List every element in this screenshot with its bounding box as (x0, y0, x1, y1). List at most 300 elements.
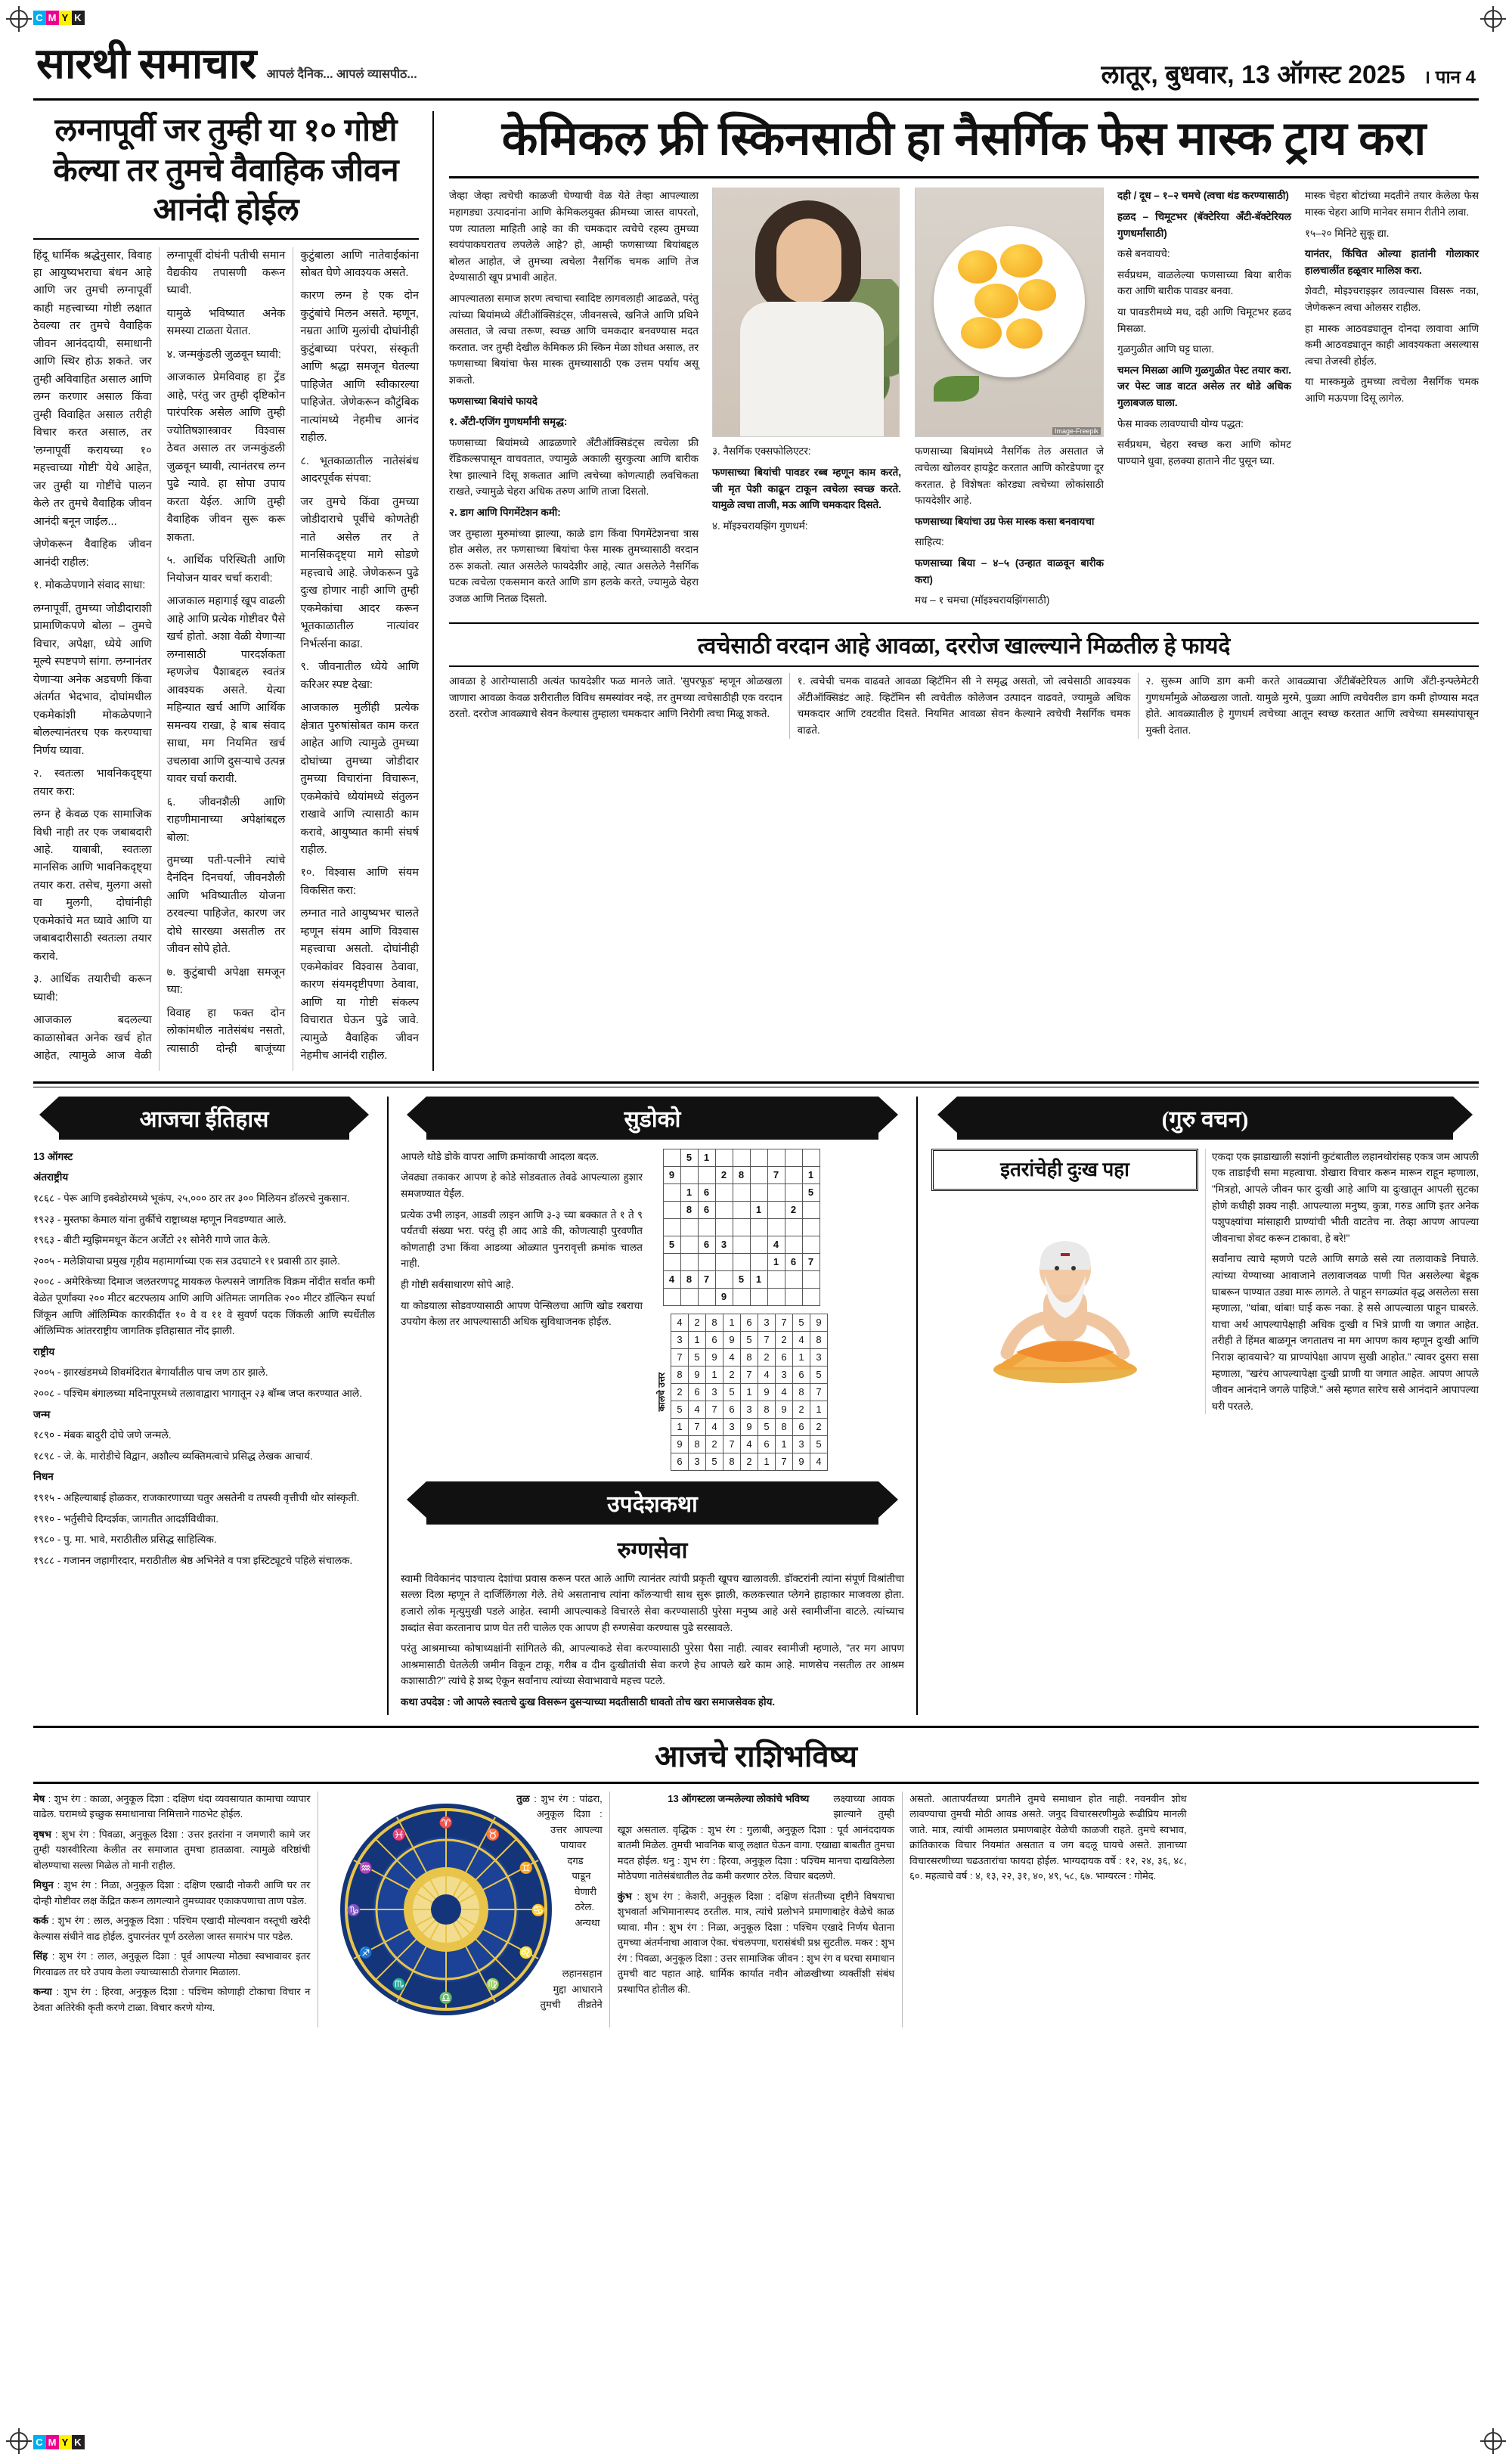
color-swatch-y: Y (59, 11, 72, 25)
sudoku-cell[interactable]: 5 (663, 1236, 680, 1253)
sudoku-cell[interactable] (785, 1288, 802, 1305)
sudoku-row (663, 1270, 820, 1288)
history-subheading: जन्म (33, 1408, 51, 1420)
sudoku-row (671, 1435, 828, 1453)
sudoku-cell[interactable] (767, 1270, 785, 1288)
sudoku-cell: 1 (776, 1435, 793, 1453)
guru-title: (गुरु वचन) (957, 1097, 1453, 1140)
sign-name: मेष (33, 1792, 45, 1804)
sudoku-cell: 8 (758, 1401, 776, 1418)
history-subheading: राष्ट्रीय (33, 1345, 55, 1357)
paragraph: फणसाच्या बियांमध्ये नैसर्गिक तेल असतात जे त्वचेला खोलवर हायड्रेट करतात आणि कोरडेपणा दूर करतात. हे विशेषतः कोरड्या त्वचेच्या लोकांसाठी फायदेशीर आहे. (915, 445, 1104, 507)
sudoku-row (671, 1401, 828, 1418)
sudoku-cell: 3 (689, 1453, 706, 1470)
sudoku-cell: 1 (758, 1453, 776, 1470)
edition-place-date: लातूर, बुधवार, 13 ऑगस्ट 2025 (1101, 60, 1405, 89)
subheading: २. डाग आणि पिगमेंटेशन कमी: (449, 507, 561, 519)
paragraph: २. स्वतःला भावनिकदृष्ट्या तयार करा: (33, 768, 152, 798)
sudoku-cell: 1 (741, 1383, 758, 1401)
history-date: 13 ऑगस्ट (33, 1150, 73, 1162)
sudoku-cell: 5 (810, 1366, 828, 1383)
sudoku-cell[interactable] (733, 1183, 750, 1201)
sudoku-row (671, 1383, 828, 1401)
sudoku-cell[interactable] (698, 1288, 715, 1305)
sudoku-cell: 5 (723, 1383, 741, 1401)
sign-text: शुभ रंग : निळा, अनुकूल दिशा : दक्षिण एखादी नोकरी आणि घर तर दोन्ही गोष्टीवर लक्ष केंद्रित करून लागल्याने तुमच्यावर एकाकपणाचा ताण पडेल. (33, 1879, 311, 1906)
horoscope-sign: कुंभ : शुभ रंग : केशरी, अनुकूल दिशा : दक्षिण संततीच्या दृष्टीने विषयाचा शुभवार्ता अभिमानास्पद ठरतील. मात्र, त्यांचे प्रलोभने प्रमाणाबाहेर वेळेचे काळ घ्यावा. मीन : शुभ रंग : निळा, अनुकूल दिशा : पश्चिम एखादे निर्णय घेताना तुमच्या अंतर्मनाचा आवाज ऐका. चंचलपणा, घरासंबंधी प्रश्न सुटतील. मकर : शुभ रंग : पिवळा, अनुकूल दिशा : उत्तर सामाजिक जीवन : शुभ रंग व घरचा समाधान तुमची वाट पहात आहे. धार्मिक कार्यात नवीन ओळखीच्या व्यक्तींशी संबंध प्रस्थापित होतील की. (617, 1890, 895, 1995)
paragraph: या मास्कमुळे तुमच्या त्वचेला नैसर्गिक चमक आणि मऊपणा दिसू लागेल. (1305, 376, 1479, 404)
guru-block (918, 1097, 1479, 1715)
svg-text:♊: ♊ (519, 1861, 534, 1875)
svg-text:♍: ♍ (486, 1978, 500, 1991)
paragraph: लग्न हे केवळ एक सामाजिक विधी नाही तर एक जबाबदारी आहे. याबाबी, स्वतःला मानसिक आणि भावनिकदृष्ट्या तयार करा. तसेच, मुलगा असो वा मुलगी, दोघांनीही एकमेकांचे मत घ्यावे आणि या जबाबदारीसाठी स्वतःला तयार करावे. (33, 808, 152, 963)
paragraph: आवळा हे आरोग्यासाठी अत्यंत फायदेशीर फळ मानले जाते. 'सुपरफूड' म्हणून ओळखला जाणारा आवळा केवळ शरीरातील विविध समस्यांवर नव्हे, तर तुमच्या त्वचेसाठीही एक वरदान ठरतो. दररोज आवळ्याचे सेवन केल्यास तुम्हाला चमकदार आणि निरोगी त्वचा मिळू शकते. (449, 675, 782, 720)
sign-name: कर्क (33, 1915, 48, 1927)
subheading: फणसाच्या बियांचे फायदे (449, 395, 538, 407)
sudoku-cell: 6 (793, 1418, 810, 1435)
facemask-col2-text (712, 443, 901, 534)
sudoku-cell: 9 (758, 1383, 776, 1401)
paragraph: आपले थोडे डोके वापरा आणि क्रमांकाची आदला बदल. (401, 1150, 600, 1162)
sudoku-cell: 3 (706, 1383, 723, 1401)
sudoku-row (663, 1166, 820, 1183)
body-shape (740, 302, 884, 437)
sudoku-cell[interactable] (733, 1149, 750, 1166)
sudoku-and-story-block (389, 1097, 918, 1715)
sudoku-cell[interactable]: 8 (680, 1201, 698, 1218)
sudoku-cell: 4 (793, 1331, 810, 1348)
sign-name: कन्या (33, 1986, 52, 1998)
sudoku-cell[interactable] (680, 1218, 698, 1236)
sudoku-cell[interactable] (767, 1183, 785, 1201)
sudoku-cell[interactable] (785, 1236, 802, 1253)
sudoku-cell: 9 (810, 1314, 828, 1331)
sudoku-cell: 5 (793, 1314, 810, 1331)
sudoku-cell: 7 (671, 1348, 689, 1366)
sudoku-cell: 6 (758, 1435, 776, 1453)
sign-text: शुभ रंग : हिरवा, अनुकूल दिशा : पश्चिम कोणाही टोकाचा विचार न ठेवता अतिरेकी कृती करणे टाळा. विचार करणे योग्य. (33, 1986, 311, 2013)
sudoku-cell: 5 (671, 1401, 689, 1418)
paragraph: मास्क चेहरा बोटांच्या मदतीने तयार केलेला फेस मास्क चेहरा आणि मानेवर समान रीतीने लावा. (1305, 190, 1479, 218)
horoscope-sign: कर्क : शुभ रंग : लाल, अनुकूल दिशा : पश्चिम एखादी मोल्यवान वस्तूची खरेदी केल्यास संधीने वाढ होईल. दुपारनंतर पूर्ण ठरलेला जास्त समारंभ पार पडेल. (33, 1915, 311, 1942)
sudoku-cell: 1 (706, 1366, 723, 1383)
sudoku-wrap (401, 1149, 904, 1471)
paragraph: ३. नैसर्गिक एक्सफोलिएटर: (712, 445, 811, 458)
article-amla-headline: त्वचेसाठी वरदान आहे आवळा, दररोज खाल्ल्याने मिळतील हे फायदे (449, 622, 1479, 667)
sudoku-cell[interactable] (750, 1166, 767, 1183)
sudoku-cell[interactable]: 5 (802, 1183, 820, 1201)
sudoku-cell: 4 (723, 1348, 741, 1366)
sudoku-row (663, 1149, 820, 1166)
paragraph: जेवढ्या तकाकर आपण हे कोडे सोडवताल तेवढे आपल्याला हुशार समजण्यात येईल. (401, 1171, 643, 1199)
sudoku-cell[interactable] (663, 1288, 680, 1305)
sudoku-cell[interactable] (785, 1218, 802, 1236)
sudoku-cell[interactable] (715, 1253, 733, 1270)
horoscope-sign: मिथुन : शुभ रंग : निळा, अनुकूल दिशा : दक्षिण एखादी नोकरी आणि घर तर दोन्ही गोष्टीवर लक्ष केंद्रित करून लागल्याने तुमच्यावर एकाकपणाचा ताण पडेल. (33, 1879, 311, 1906)
facemask-photos-2 (915, 188, 1104, 613)
sudoku-cell[interactable]: 9 (663, 1166, 680, 1183)
sudoku-cell[interactable] (715, 1201, 733, 1218)
sudoku-cell: 9 (706, 1348, 723, 1366)
registration-mark-bottom-right (1480, 2428, 1506, 2454)
svg-text:♑: ♑ (347, 1903, 361, 1917)
sudoku-cell[interactable]: 6 (698, 1183, 715, 1201)
registration-mark-bottom-left (6, 2428, 32, 2454)
sudoku-cell: 7 (776, 1314, 793, 1331)
paragraph: साहित्य: (915, 536, 944, 548)
sudoku-row (663, 1201, 820, 1218)
moral-story-body (401, 1571, 904, 1711)
guru-art-wrap (931, 1149, 1198, 1386)
horoscope-sign: कन्या : शुभ रंग : हिरवा, अनुकूल दिशा : पश्चिम कोणाही टोकाचा विचार न ठेवता अतिरेकी कृती करणे टाळा. विचार करणे योग्य. (33, 1986, 311, 2013)
sudoku-cell: 2 (671, 1383, 689, 1401)
sudoku-cell: 6 (671, 1453, 689, 1470)
svg-text:♒: ♒ (359, 1861, 373, 1875)
sudoku-cell: 1 (689, 1331, 706, 1348)
sudoku-cell: 4 (810, 1453, 828, 1470)
sudoku-cell[interactable]: 3 (715, 1236, 733, 1253)
sudoku-cell: 9 (689, 1366, 706, 1383)
paragraph: आजकाल मुलींही प्रत्येक क्षेत्रात पुरुषांसोबत काम करत आहेत आणि त्यामुळे तुमच्या दोघांच्या तुमच्या जोडीदार तुमच्या विचारांना विचारून, एकमेकांचे ध्येयांमध्ये संतुलन राखावे आणि त्यासाठी काम करावे, आयुष्यात कामी संघर्ष राहील. (300, 702, 419, 856)
paragraph: १. त्वचेची चमक वाढवते आवळा व्हिटॅमिन सी ने समृद्ध असतो, जो त्वचेसाठी आवश्यक अँटीऑक्सिडंट आहे. व्हिटॅमिन सी त्वचेतील कोलेजन उत्पादन वाढवते, ज्यामुळे अधिक चमकदार आणि टवटवीत दिसते. नियमित आवळा सेवन केल्याने त्वचेची नैसर्गिक चमक वाढते. (797, 675, 1131, 737)
sudoku-cell[interactable]: 1 (698, 1149, 715, 1166)
paragraph: आपल्यातला समाज शरण त्वचाचा स्वादिष्ट लागवलाही आढळते, परंतु त्यांच्या बियांमध्ये अँटीऑक्सिडंट्स, जीवनसत्त्वे, खनिजे आणि प्रथिने असतात, जे त्वचा तरूण, स्वच्छ आणि चमकदार बनवण्यास मदत करतात. जर तुम्ही देखील केमिकल फ्री स्किन मेळा शोधत असाल, तर फणसाच्या बियांचा फेस मास्क तुमच्यासाठी एक उत्तम पर्याय असू शकतो. (449, 292, 699, 386)
svg-text:♋: ♋ (531, 1903, 546, 1917)
sudoku-cell[interactable]: 8 (680, 1270, 698, 1288)
sudoku-cell[interactable] (750, 1253, 767, 1270)
sudoku-cell: 4 (741, 1435, 758, 1453)
sudoku-cell[interactable] (715, 1183, 733, 1201)
sudoku-cell[interactable] (680, 1166, 698, 1183)
sudoku-cell: 4 (776, 1383, 793, 1401)
sudoku-row (663, 1253, 820, 1270)
sudoku-cell[interactable] (802, 1270, 820, 1288)
newspaper-tagline: आपलं दैनिक... आपलं व्यासपीठ... (266, 68, 417, 81)
history-title: आजचा ईतिहास (59, 1097, 349, 1140)
sudoku-cell[interactable] (680, 1288, 698, 1305)
sudoku-cell[interactable] (733, 1236, 750, 1253)
paragraph: कसे बनवायचे: (1117, 248, 1170, 260)
sudoku-cell: 3 (793, 1435, 810, 1453)
sudoku-cell[interactable] (715, 1218, 733, 1236)
sudoku-cell: 4 (671, 1314, 689, 1331)
color-swatch-y: Y (59, 2435, 72, 2449)
horoscope-title: आजचे राशिभविष्य (33, 1726, 1479, 1784)
sudoku-cell: 7 (723, 1435, 741, 1453)
paragraph: कथा उपदेश : जो आपले स्वतःचे दुःख विसरून दुसऱ्याच्या मदतीसाठी धावतो तोच खरा समाजसेवक होय. (401, 1695, 776, 1708)
color-bar-bottom (33, 2435, 85, 2449)
sudoku-cell[interactable] (750, 1236, 767, 1253)
subheading: चमत्न मिसळा आणि गुळगुळीत पेस्ट तयार करा. जर पेस्ट जाड वाटत असेल तर थोडे अधिक गुलाबजल घाला. (1117, 364, 1291, 408)
sudoku-puzzle-grid[interactable] (663, 1149, 820, 1306)
history-item: २००५ - झारखंडमध्ये शिवमंदिरात बेगार्यांतील पाच जण ठार झाले. (33, 1366, 268, 1379)
history-item: १९८० - पु. मा. भावे, मराठीतील प्रसिद्ध साहित्यिक. (33, 1534, 217, 1546)
sudoku-cell[interactable] (680, 1236, 698, 1253)
sudoku-cell: 3 (776, 1366, 793, 1383)
sudoku-cell: 4 (706, 1418, 723, 1435)
sudoku-cell[interactable] (802, 1149, 820, 1166)
sudoku-cell: 7 (776, 1453, 793, 1470)
svg-text:♐: ♐ (359, 1946, 373, 1959)
sudoku-cell: 5 (706, 1453, 723, 1470)
paragraph: ६. जीवनशैली आणि राहणीमानाच्या अपेक्षांबद्दल बोला: (166, 796, 286, 844)
sudoku-cell: 1 (810, 1401, 828, 1418)
history-body (33, 1149, 375, 1568)
sudoku-cell: 3 (671, 1331, 689, 1348)
sudoku-cell[interactable] (750, 1149, 767, 1166)
sudoku-cell: 5 (810, 1435, 828, 1453)
history-item: १९२३ - मुस्तफा केमाल यांना तुर्कीचे राष्ट्राध्यक्ष म्हणून निवडण्यात आले. (33, 1213, 287, 1225)
svg-text:♎: ♎ (439, 1991, 454, 2005)
paragraph: यामुळे भविष्यात अनेक समस्या टाळता येतात. (166, 307, 286, 338)
sudoku-cell: 5 (741, 1331, 758, 1348)
paragraph: जर तुमचे किंवा तुमच्या जोडीदाराचे पूर्वीचे कोणतेही नाते असेल तर ते मानसिकदृष्ट्या मागे सोडणे महत्त्वाचे आहे. जेणेकरून पुढे दुःख होणार नाही आणि तुम्ही एकमेकांचा आदर करून भूतकाळातील नात्यांवर निर्भर्त्सना काढा. (300, 495, 419, 650)
sudoku-cell: 6 (793, 1366, 810, 1383)
sudoku-cell[interactable]: 6 (785, 1253, 802, 1270)
color-swatch-m: M (46, 11, 59, 25)
subheading: १. अँटी-एजिंग गुणधर्मांनी समृद्ध: (449, 416, 568, 428)
sudoku-cell[interactable]: 1 (750, 1270, 767, 1288)
sudoku-cell[interactable] (802, 1201, 820, 1218)
sudoku-row (663, 1288, 820, 1305)
sudoku-cell[interactable]: 1 (750, 1201, 767, 1218)
sudoku-cell[interactable] (802, 1288, 820, 1305)
sudoku-cell: 1 (671, 1418, 689, 1435)
facemask-col-1 (449, 188, 699, 613)
sudoku-cell: 1 (723, 1314, 741, 1331)
moral-story-title: उपदेशकथा (426, 1481, 878, 1525)
sudoku-cell[interactable]: 5 (680, 1149, 698, 1166)
masthead-right (1101, 56, 1476, 91)
sudoku-cell: 8 (776, 1418, 793, 1435)
svg-text:♉: ♉ (486, 1828, 500, 1841)
masthead (33, 23, 1479, 101)
history-subheading: अंतराष्ट्रीय (33, 1171, 69, 1183)
sudoku-cell[interactable] (663, 1183, 680, 1201)
color-swatch-k: K (72, 2435, 85, 2449)
paragraph: फेस माक्क लावण्याची योग्य पद्धत: (1117, 417, 1244, 430)
paragraph: आजकाल प्रेमविवाह हा ट्रेंड आहे, परंतु जर तुम्ही दृष्टिकोन पारंपरिक असेल आणि तुम्ही ज्योतिषशास्त्रावर विश्वास ठेवत असाल तर जन्मकुंडली जुळवून घ्यावी, त्यानंतरच लग्न पुढे न्यावे. हा सोपा उपाय करता येईल. आणि तुम्ही वैवाहिक जीवन सुरू करू शकता. (166, 371, 286, 544)
paragraph: १. मोकळेपणाने संवाद साधा: (33, 579, 146, 592)
facemask-content (449, 188, 1479, 613)
sudoku-cell[interactable] (802, 1236, 820, 1253)
sudoku-cell: 4 (758, 1366, 776, 1383)
sudoku-cell: 8 (689, 1435, 706, 1453)
sudoku-cell[interactable]: 7 (767, 1166, 785, 1183)
color-swatch-c: C (33, 2435, 46, 2449)
subheading: हळद – चिमूटभर (बॅक्टेरिया अँटी-बॅक्टेरियल गुणधर्मांसाठी) (1117, 210, 1291, 239)
sudoku-cell: 6 (776, 1348, 793, 1366)
sign-text: शुभ रंग : केशरी, अनुकूल दिशा : दक्षिण संततीच्या दृष्टीने विषयाचा शुभवार्ता अभिमानास्पद ठरतील. मात्र, त्यांचे प्रलोभने प्रमाणाबाहेर वेळेचे काळ घ्यावा. मीन : शुभ रंग : निळा, अनुकूल दिशा : पश्चिम एखादे निर्णय घेताना तुमच्या अंतर्मनाचा आवाज ऐका. चंचलपणा, घरासंबंधी प्रश्न सुटतील. मकर : शुभ रंग : पिवळा, अनुकूल दिशा : उत्तर सामाजिक जीवन : शुभ रंग व घरचा समाधान तुमची वाट पहात आहे. धार्मिक कार्यात नवीन ओळखीच्या व्यक्तींशी संबंध प्रस्थापित होतील की. (617, 1890, 895, 1995)
sudoku-cell: 5 (758, 1418, 776, 1435)
facemask-col-5 (1305, 188, 1479, 613)
article-amla-body (449, 673, 1479, 739)
sudoku-cell[interactable]: 6 (698, 1201, 715, 1218)
paragraph: या कोडयाला सोडवण्यासाठी आपण पेन्सिलचा आणि खोड रबराचा उपयोग केला तर आपल्यासाठी अधिक सुविधाजनक होईल. (401, 1299, 643, 1328)
sudoku-cell[interactable]: 2 (785, 1201, 802, 1218)
svg-text:♏: ♏ (392, 1978, 407, 1991)
sudoku-answer-wrap (655, 1314, 828, 1471)
sudoku-cell: 8 (793, 1383, 810, 1401)
sudoku-cell[interactable]: 1 (767, 1253, 785, 1270)
sudoku-cell[interactable] (802, 1218, 820, 1236)
guru-badge: इतरांचेही दुःख पहा (931, 1149, 1198, 1191)
paragraph: गुळगुळीत आणि घट्ट घाला. (1117, 343, 1214, 355)
paragraph: प्रत्येक उभी लाइन, आडवी लाइन आणि ३-३ च्या बक्कात ते १ ते ९ पर्यंतची संख्या भरा. परंतु ही आद आडे की, कोणत्याही पुरवणीत कोणताही उभा किंवा आडव्या ओळ्यात पुनरावृत्ती क्रमांक चालत नाही. (401, 1208, 643, 1270)
sudoku-cell[interactable] (698, 1253, 715, 1270)
sudoku-row (671, 1418, 828, 1435)
facemask-col4-text (1117, 188, 1291, 469)
sudoku-cell: 9 (671, 1435, 689, 1453)
sudoku-cell[interactable] (767, 1218, 785, 1236)
sudoku-cell[interactable]: 4 (663, 1270, 680, 1288)
masthead-left (36, 33, 417, 91)
facemask-col5-text (1305, 188, 1479, 406)
sudoku-cell: 6 (723, 1401, 741, 1418)
facemask-col3-text (915, 443, 1104, 608)
article-marriage (33, 111, 434, 1071)
paragraph: १५–२० मिनिटे सुकू द्या. (1305, 227, 1390, 239)
sign-text: शुभ रंग : पांढरा, अनुकूल दिशा : उत्तर आपल्या पायावर दगड पाडून घेणारी ठरेल. अन्यथा लहानसहान मुद्दा आधाराने तुमची तीव्रतेने लक्ष्याच्या आवक झाल्याने तुम्ही खूश असताल. वृद्धिक : शुभ रंग : गुलाबी, अनुकूल दिशा : पूर्व आनंददायक बातमी मिळेल. तुमची भावनिक बाजू लक्षात घेऊन वागा. एखाद्या बाबतीत तुमचा मदत होईल. धनु : शुभ रंग : हिरवा, अनुकूल दिशा : पश्चिम मानचा दाखविलेला मोठेपणा नातेसंबंधातील तेढ कमी करणार ठरेल. विचार बदलणे. (536, 1792, 895, 2011)
sudoku-cell: 2 (723, 1366, 741, 1383)
sudoku-cell[interactable] (715, 1149, 733, 1166)
sudoku-cell[interactable] (767, 1149, 785, 1166)
subheading: यानंतर, किंचित ओल्या हातांनी गोलाकार हालचालींत हळूवार मालिश करा. (1305, 248, 1479, 276)
sudoku-cell: 4 (689, 1401, 706, 1418)
sudoku-cell: 7 (741, 1366, 758, 1383)
sudoku-cell[interactable] (733, 1201, 750, 1218)
sudoku-cell: 6 (741, 1314, 758, 1331)
sudoku-row (671, 1314, 828, 1331)
sudoku-cell[interactable]: 9 (715, 1288, 733, 1305)
sudoku-cell[interactable] (785, 1166, 802, 1183)
paragraph: आजकाल महागाई खूप वाढली आहे आणि प्रत्येक गोष्टीवर पैसे खर्च होतो. अशा वेळी येणाऱ्या लग्नासाठी पारदर्शकता म्हणजेच पैशाबद्दल स्वतंत्र आवश्यक असते. येत्या महिन्यात खर्च आणि आर्थिक समन्वय राखा, हे बाब संवाद साधा, मग नियमित खर्च उचलावा आणि दुसऱ्याचे उत्पन्न यावर चर्चा करावी. (166, 595, 286, 786)
sudoku-cell: 7 (810, 1383, 828, 1401)
paragraph: हा मास्क आठवड्यातून दोनदा लावावा आणि कमी आठवड्यातून काही आवश्यकता असल्यास त्वचा तेजस्वी होईल. (1305, 322, 1479, 367)
sudoku-cell[interactable] (698, 1166, 715, 1183)
color-swatch-k: K (72, 11, 85, 25)
sudoku-grids (655, 1149, 828, 1471)
sudoku-cell[interactable] (767, 1201, 785, 1218)
sudoku-cell[interactable] (750, 1183, 767, 1201)
sudoku-cell: 2 (776, 1331, 793, 1348)
sudoku-cell[interactable]: 1 (680, 1183, 698, 1201)
sudoku-cell[interactable]: 2 (715, 1166, 733, 1183)
sudoku-cell: 6 (689, 1383, 706, 1401)
sudoku-cell[interactable] (750, 1218, 767, 1236)
sudoku-cell[interactable]: 8 (733, 1166, 750, 1183)
horoscope-sign: तुळ : शुभ रंग : पांढरा, अनुकूल दिशा : उत्तर आपल्या पायावर दगड पाडून घेणारी ठरेल. अन्यथा लहानसहान मुद्दा आधाराने तुमची तीव्रतेने लक्ष्याच्या आवक झाल्याने तुम्ही खूश असताल. वृद्धिक : शुभ रंग : गुलाबी, अनुकूल दिशा : पूर्व आनंददायक बातमी मिळेल. तुमची भावनिक बाजू लक्षात घेऊन वागा. एखाद्या बाबतीत तुमचा मदत होईल. धनु : शुभ रंग : हिरवा, अनुकूल दिशा : पश्चिम मानचा दाखविलेला मोठेपणा नातेसंबंधातील तेढ कमी करणार ठरेल. विचार बदलणे. (516, 1792, 895, 2011)
sudoku-cell: 7 (758, 1331, 776, 1348)
paragraph: विवाह हा फक्त दोन लोकांमधील नातेसंबंध नसतो, त्यासाठी दोन्ही बाजूंच्या कुटुंबाला आणि नातेवाईकांना सोबत घेणे आवश्यक असते. (166, 249, 419, 1055)
sudoku-cell[interactable] (698, 1218, 715, 1236)
paragraph: ४. मॉइश्चरायझिंग गुणधर्म: (712, 520, 808, 532)
sudoku-cell[interactable]: 5 (733, 1270, 750, 1288)
sudoku-row (663, 1218, 820, 1236)
sudoku-cell: 8 (706, 1314, 723, 1331)
sudoku-cell: 7 (706, 1401, 723, 1418)
paragraph: एकदा एक झाडाखाली सशांनी कुटंबातील लहानथोरांसह एकत्र जम आपली एक ताडाईची समा महत्वाचा. शेखारा विचार करून मारून राहून म्हणाला, "मित्रहो, आपले जीवन फार दुःखी आहे आणि या दुःखातून आपली सुटका होणे कधीही शक्य नाही. आपल्याला मनुष्य, कुत्रा, गरुड आणि इतर अनेक पशुपक्ष्यांचा मांसाहारी प्राण्यांची भीती वाटतेच ना. तेव्हा आपण आपल्या जीवनाचा शेवट करून टाकावा, हे बरे!" (1212, 1150, 1479, 1244)
sudoku-cell[interactable] (733, 1253, 750, 1270)
sudoku-cell: 9 (741, 1418, 758, 1435)
sudoku-cell[interactable] (733, 1218, 750, 1236)
sign-text: शुभ रंग : काळा, अनुकूल दिशा : दक्षिण धंदा व्यवसायात कामाचा व्यापार वाढेल. घरामध्ये इच्छुक समाधानाचा निमित्ताने गाठभेट होईल. (33, 1792, 311, 1820)
photo-jackfruit-bowl (915, 188, 1104, 437)
sudoku-cell: 5 (689, 1348, 706, 1366)
sudoku-cell: 8 (723, 1453, 741, 1470)
sudoku-cell[interactable] (733, 1288, 750, 1305)
sudoku-cell[interactable] (663, 1253, 680, 1270)
sudoku-row (663, 1183, 820, 1201)
sudoku-cell[interactable]: 4 (767, 1236, 785, 1253)
paragraph: ९. जीवनातील ध्येये आणि करिअर स्पष्ट देखा: (300, 661, 419, 691)
paragraph: जेणेकरून वैवाहिक जीवन आनंदी राहील: (33, 538, 152, 569)
sudoku-row (663, 1236, 820, 1253)
top-section (33, 111, 1479, 1071)
sudoku-row (671, 1453, 828, 1470)
middle-section (33, 1097, 1479, 1715)
paragraph: फणसाच्या बियांमध्ये आढळणारे अँटीऑक्सिडंट्स त्वचेला फ्री रॅडिकल्सपासून वाचवतात, ज्यामुळे अकाली सुरकुत्या आणि बारीक रेषा झाल्याने दिसू शकतात आणि त्वचेच्या कोणत्याही लवचिकता राखते, ज्यामुळे चेहरा अधिक तरुण आणि ताजा दिसतो. (449, 436, 699, 498)
sudoku-cell: 7 (689, 1418, 706, 1435)
page-number: । पान 4 (1424, 67, 1476, 88)
sudoku-cell[interactable] (750, 1288, 767, 1305)
sudoku-answer-grid (671, 1314, 828, 1471)
sudoku-cell[interactable] (663, 1149, 680, 1166)
sudoku-cell[interactable] (785, 1183, 802, 1201)
history-item: १९८८ - गजानन जहागीरदार, मराठीतील श्रेष्ठ अभिनेते व पत्रा इस्टिट्यूटचे पहिले संचालक. (33, 1554, 353, 1566)
sudoku-cell[interactable] (767, 1288, 785, 1305)
subheading: फणसाच्या बियांची पावडर रब्ब म्हणून काम करते, जी मृत पेशी काढून टाकून त्वचेला स्वच्छ करते. यामुळे त्वचा ताजी, मऊ आणि चमकदार दिसते. (712, 466, 901, 511)
sudoku-cell[interactable] (715, 1270, 733, 1288)
sudoku-cell[interactable]: 7 (802, 1253, 820, 1270)
sudoku-cell: 2 (741, 1453, 758, 1470)
sudoku-cell: 3 (810, 1348, 828, 1366)
paragraph: सर्वप्रथम, चेहरा स्वच्छ करा आणि कोमट पाण्याने धुवा, हलक्या हाताने नीट पुसून घ्या. (1117, 439, 1291, 467)
paragraph: कारण लग्न हे एक दोन कुटुंबांचे मिलन असते. म्हणून, नम्रता आणि मुलांची दोघांनीही कुटुंबाच्या परंपरा, संस्कृती आणि श्रद्धा समजून घेतल्या पाहिजेत आणि स्वीकारल्या पाहिजेत. जेणेकरून कौटुंबिक नात्यांमध्ये नेहमीच आनंद राहील. (300, 290, 419, 445)
sudoku-cell[interactable] (785, 1270, 802, 1288)
history-item: १९१५ - अहिल्याबाई होळकर, राजकारणाच्या चतुर असतेनी व तपस्वी वृत्तीची थोर सांस्कृती. (33, 1491, 360, 1503)
sudoku-cell[interactable] (680, 1253, 698, 1270)
sudoku-cell: 9 (776, 1401, 793, 1418)
subheading: फणसाच्या बियांचा उग्र फेस मास्क कसा बनवायचा (915, 515, 1095, 527)
paragraph: मध – १ चमचा (मॉइश्चरायझिंगसाठी) (915, 594, 1050, 606)
sudoku-cell[interactable]: 7 (698, 1270, 715, 1288)
sudoku-cell[interactable] (663, 1201, 680, 1218)
paragraph: लग्नापूर्वी, तुमच्या जोडीदाराशी प्रामाणिकपणे बोला – तुमचे विचार, अपेक्षा, ध्येये आणि मूल्ये स्पष्टपणे सांगा. लग्नानंतर येणाऱ्या अनेक अडचणी किंवा अंतर्गत भेदभाव, दोघांमधील एकमेकांशी मोकळेपणाने बोलल्यानंतरच एक करण्याचा निर्णय घ्यावा. (33, 602, 152, 757)
sign-text: शुभ रंग : लाल, अनुकूल दिशा : पश्चिम एखादी मोल्यवान वस्तूची खरेदी केल्यास संधीने वाढ होईल. दुपारनंतर पूर्ण ठरलेला जास्त समारंभ पार पडेल. (33, 1915, 311, 1942)
sudoku-cell[interactable] (663, 1218, 680, 1236)
paragraph: परंतु आश्रमाच्या कोषाध्यक्षांनी सांगितले की, आपल्याकडे सेवा करण्यासाठी पुरेसा पैसा नाही. त्यावर स्वामीजी म्हणाले, "तर मग आपण आश्रमासाठी घेतलेली जमीन विकून टाकू, गरीब व दीन दुःखीतांची सेवा करणे हेच आपले खरे काम आहे. माणसेच नसतील तर आश्रम कशासाठी?" त्यांचे हे शब्द ऐकून सर्वांनाच त्यांच्या सेवाभावाचे महत्त्व पटले. (401, 1643, 904, 1687)
paragraph: ५. आर्थिक परिस्थिती आणि नियोजन यावर चर्चा करावी: (166, 554, 286, 585)
article-marriage-headline: लग्नापूर्वी जर तुम्ही या १० गोष्टी केल्या तर तुमचे वैवाहिक जीवन आनंदी होईल (33, 111, 419, 240)
sudoku-cell: 2 (793, 1401, 810, 1418)
sudoku-cell[interactable]: 6 (698, 1236, 715, 1253)
paragraph: ८. भूतकाळातील नातेसंबंध आदरपूर्वक संपवा: (300, 454, 419, 485)
sadhu-illustration (971, 1197, 1160, 1386)
sudoku-cell: 9 (723, 1331, 741, 1348)
sudoku-cell[interactable] (785, 1149, 802, 1166)
sudoku-cell: 8 (741, 1348, 758, 1366)
newspaper-title: सारथी समाचार (36, 41, 256, 88)
sudoku-cell[interactable]: 1 (802, 1166, 820, 1183)
section-divider-thick (33, 1081, 1479, 1084)
svg-text:♓: ♓ (392, 1828, 407, 1841)
color-bar-top (33, 11, 85, 25)
sudoku-cell: 2 (758, 1348, 776, 1366)
horoscope-sign: सिंह : शुभ रंग : लाल, अनुकूल दिशा : पूर्व आपल्या मोठ्या स्वभावावर इतर गिरवाढल तर घरे उपाय केला ज्याच्यासाठी रोजगार मिळाला. (33, 1950, 311, 1978)
history-item: १८९८ - जे. के. मारोडीचे विद्वान, अशौल्य व्यक्तिमत्वाचे प्रसिद्ध लेखक आचार्य. (33, 1450, 313, 1462)
sign-name: मिथुन (33, 1879, 54, 1891)
